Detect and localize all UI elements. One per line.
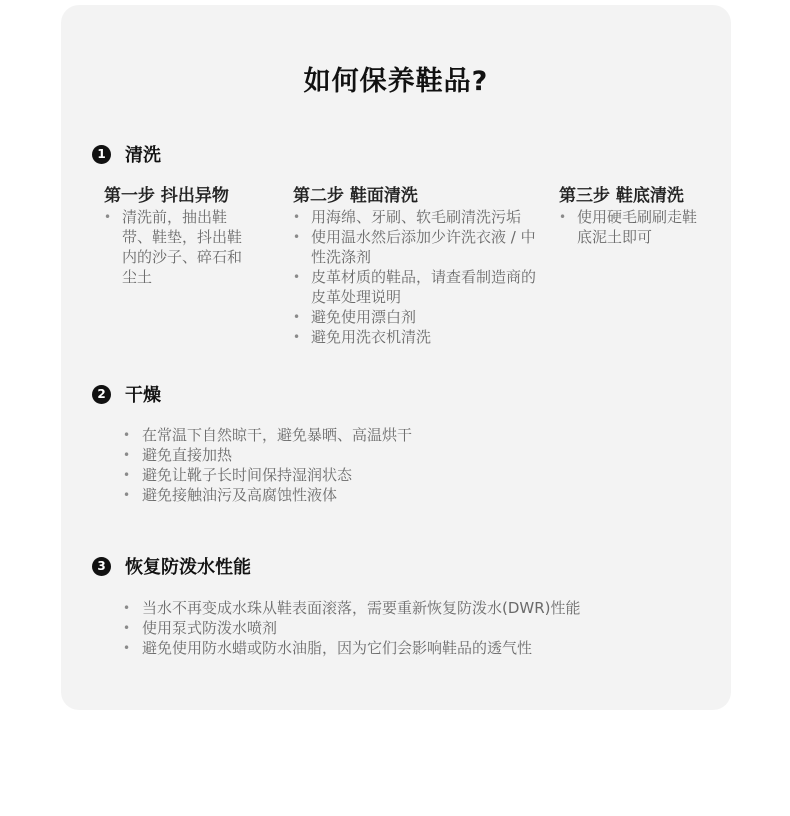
step-3 <box>559 185 709 247</box>
list-item: • 用海绵、牙刷、软毛刷清洗污垢 <box>293 207 555 227</box>
step-title: 第一步 抖出异物 <box>104 186 229 206</box>
list-item: • 使用温水然后添加少许洗衣液 / 中性洗涤剂 <box>293 227 547 267</box>
number-badge-1: 1 <box>92 145 111 164</box>
list-item: • 当水不再变成水珠从鞋表面滚落，需要重新恢复防泼水(DWR)性能 <box>123 598 581 618</box>
section-wash-header <box>92 141 161 167</box>
number-badge-2: 2 <box>92 385 111 404</box>
list-item: • 避免使用防水蜡或防水油脂，因为它们会影响鞋品的透气性 <box>123 638 581 658</box>
list-item: • 使用泵式防泼水喷剂 <box>123 618 581 638</box>
section-dry-header <box>92 381 161 407</box>
care-guide-card <box>61 5 731 710</box>
step-title: 第二步 鞋面清洗 <box>293 186 418 206</box>
dwr-list <box>123 598 581 658</box>
list-item: • 皮革材质的鞋品，请查看制造商的皮革处理说明 <box>293 267 543 307</box>
list-item: • 避免接触油污及高腐蚀性液体 <box>123 485 412 505</box>
list-item: • 避免用洗衣机清洗 <box>293 327 555 347</box>
number-badge-3: 3 <box>92 557 111 576</box>
section-title-wash: 清洗 <box>125 145 161 166</box>
list-item: • 在常温下自然晾干，避免暴晒、高温烘干 <box>123 425 412 445</box>
list-item: • 避免直接加热 <box>123 445 412 465</box>
dry-list <box>123 425 412 505</box>
section-title-dwr: 恢复防泼水性能 <box>125 557 251 578</box>
list-item: • 避免使用漂白剂 <box>293 307 555 327</box>
list-item: • 使用硬毛刷刷走鞋底泥土即可 <box>559 207 703 247</box>
page-title: 如何保养鞋品? <box>303 66 489 97</box>
dwr-list-block <box>123 598 581 658</box>
section-dwr-header <box>92 553 251 579</box>
step-2 <box>293 185 555 347</box>
dry-list-block <box>123 425 412 505</box>
step-title: 第三步 鞋底清洗 <box>559 186 684 206</box>
list-item: • 避免让靴子长时间保持湿润状态 <box>123 465 412 485</box>
section-title-dry: 干燥 <box>125 385 161 406</box>
step-1 <box>104 185 274 287</box>
step-list <box>559 207 709 247</box>
list-item: • 清洗前，抽出鞋带、鞋垫，抖出鞋内的沙子、碎石和尘土 <box>104 207 250 287</box>
step-list <box>104 207 274 287</box>
step-list <box>293 207 555 347</box>
